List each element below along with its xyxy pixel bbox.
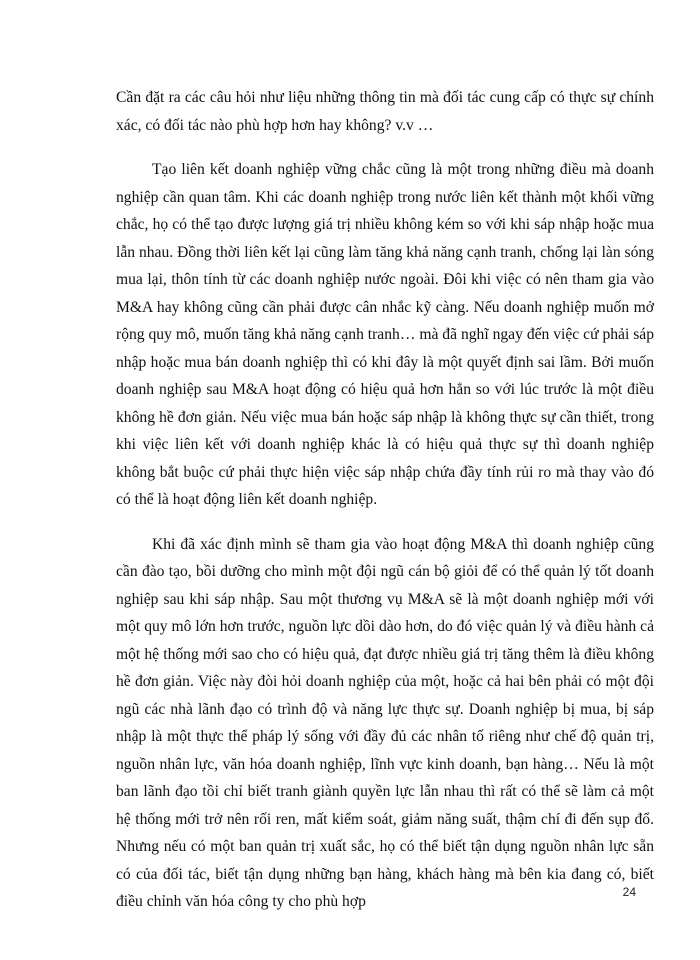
paragraph-2: Tạo liên kết doanh nghiệp vững chắc cũng là một trong những điều mà doanh nghiệp cần quan tâm. Khi các doanh nghiệp trong nước liên kết thành một khối vững chắc, họ có thể tạo được lượng giá trị nhiều không kém so với khi sáp nhập hoặc mua lẫn nhau. Đồng thời liên kết lại cũng làm tăng khả năng cạnh tranh, chống lại làn sóng mua lại, thôn tính từ các doanh nghiệp nước ngoài. Đôi khi việc có nên tham gia vào M&A hay không cũng cần phải được cân nhắc kỹ càng. Nếu doanh nghiệp muốn mở rộng quy mô, muốn tăng khả năng cạnh tranh… mà đã nghĩ ngay đến việc cứ phải sáp nhập hoặc mua bán doanh nghiệp thì có khi đây là một quyết định sai lầm. Bởi muốn doanh nghiệp sau M&A hoạt động có hiệu quả hơn hẳn so với lúc trước là một điều không hề đơn giản. Nếu việc mua bán hoặc sáp nhập là không thực sự cần thiết, trong khi việc liên kết với doanh nghiệp khác là có hiệu quả thực sự thì doanh nghiệp không bắt buộc cứ phải thực hiện việc sáp nhập chứa đầy tính rủi ro mà thay vào đó có thể là hoạt động liên kết doanh nghiệp. — [116, 161, 654, 508]
paragraph-1: Cần đặt ra các câu hỏi như liệu những thông tin mà đối tác cung cấp có thực sự chính xác, có đối tác nào phù hợp hơn hay không? v.v … — [116, 89, 654, 134]
page-number: 24 — [622, 885, 636, 899]
paragraph-3: Khi đã xác định mình sẽ tham gia vào hoạt động M&A thì doanh nghiệp cũng cần đào tạo, bồi dưỡng cho mình một đội ngũ cán bộ giỏi để có thể quản lý tốt doanh nghiệp sau khi sáp nhập. Sau một thương vụ M&A sẽ là một doanh nghiệp mới với một quy mô lớn hơn trước, nguồn lực dồi dào hơn, do đó việc quản lý và điều hành cả một hệ thống mới sao cho có hiệu quả, đạt được nhiều giá trị tăng thêm là điều không hề đơn giản. Việc này đòi hỏi doanh nghiệp của một, hoặc cả hai bên phải có một đội ngũ các nhà lãnh đạo có trình độ và năng lực thực sự. Doanh nghiệp bị mua, bị sáp nhập là một thực thể pháp lý sống với đầy đủ các nhân tố riêng như chế độ quản trị, nguồn nhân lực, văn hóa doanh nghiệp, lĩnh vực kinh doanh, bạn hàng… Nếu là một ban lãnh đạo tồi chỉ biết tranh giành quyền lực lẫn nhau thì rất có thể sẽ làm cả một hệ thống mới trở nên rối ren, mất kiểm soát, giảm năng suất, thậm chí đi đến sụp đổ. Nhưng nếu có một ban quản trị xuất sắc, họ có thể biết tận dụng nguồn nhân lực sẵn có của đối tác, biết tận dụng những bạn hàng, khách hàng mà bên kia đang có, biết điều chỉnh văn hóa công ty cho phù hợp — [116, 535, 654, 910]
page-body — [116, 84, 654, 933]
